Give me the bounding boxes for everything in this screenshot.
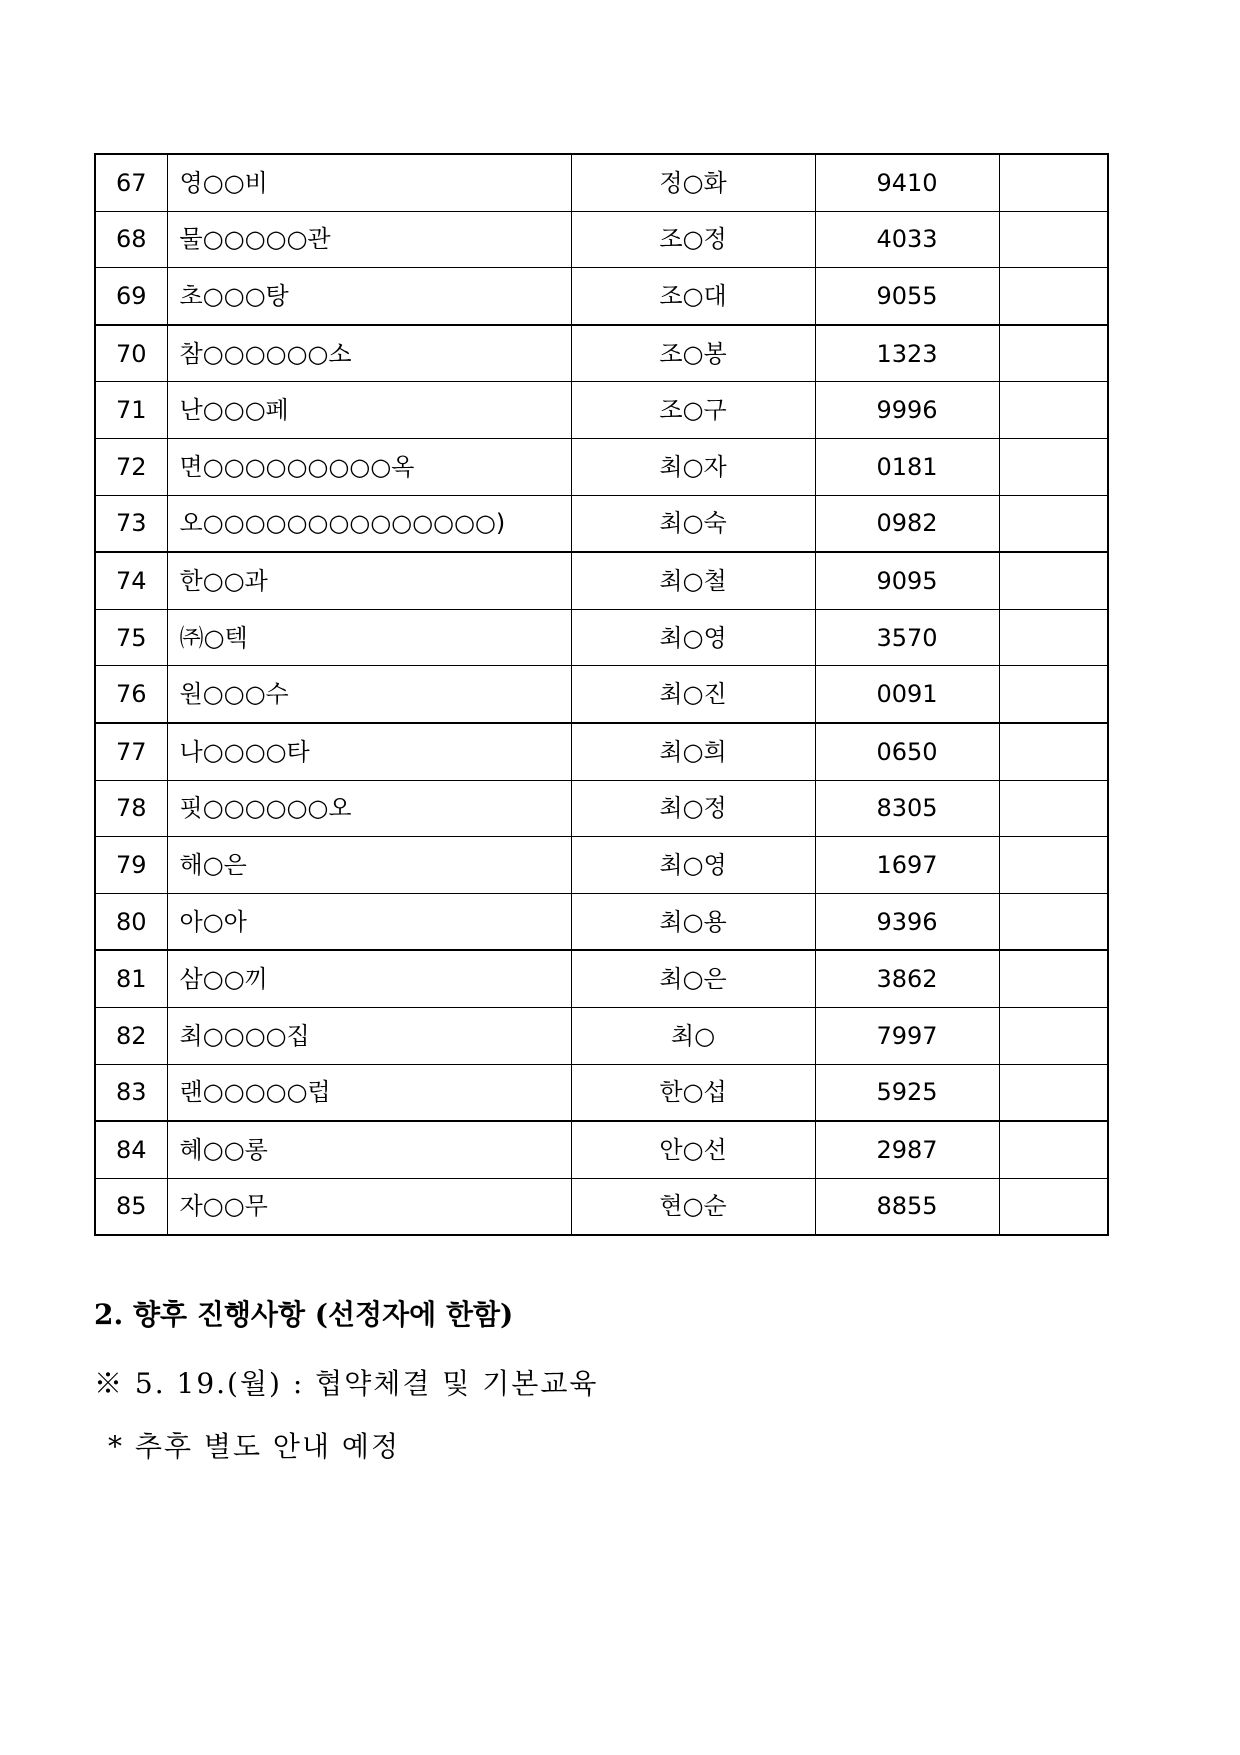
row-number: 76 — [95, 666, 167, 723]
table-row — [95, 211, 1108, 268]
representative-name: 조○대 — [571, 268, 815, 325]
remarks-cell — [999, 211, 1108, 268]
section-heading: 2. 향후 진행사항 (선정자에 한함) — [94, 1298, 514, 1331]
remarks-cell — [999, 325, 1108, 382]
remarks-cell — [999, 780, 1108, 837]
business-name: 오○○○○○○○○○○○○○○) — [167, 495, 571, 552]
remarks-cell — [999, 154, 1108, 211]
table-row — [95, 438, 1108, 495]
row-number: 74 — [95, 552, 167, 609]
representative-name: 최○영 — [571, 837, 815, 894]
representative-name: 최○자 — [571, 438, 815, 495]
row-number: 73 — [95, 495, 167, 552]
business-name: 초○○○탕 — [167, 268, 571, 325]
representative-name: 최○희 — [571, 723, 815, 780]
business-name: 핏○○○○○○오 — [167, 780, 571, 837]
registration-number: 0982 — [815, 495, 999, 552]
business-name: 영○○비 — [167, 154, 571, 211]
registration-number: 1697 — [815, 837, 999, 894]
business-name: 혜○○롱 — [167, 1121, 571, 1178]
remarks-cell — [999, 837, 1108, 894]
remarks-cell — [999, 1121, 1108, 1178]
row-number: 71 — [95, 382, 167, 439]
registration-number: 0091 — [815, 666, 999, 723]
row-number: 82 — [95, 1007, 167, 1064]
row-number: 84 — [95, 1121, 167, 1178]
registration-number: 9996 — [815, 382, 999, 439]
remarks-cell — [999, 950, 1108, 1007]
representative-name: 최○영 — [571, 609, 815, 666]
representative-name: 조○구 — [571, 382, 815, 439]
table-row — [95, 1007, 1108, 1064]
representative-name: 현○순 — [571, 1178, 815, 1235]
registration-number: 8855 — [815, 1178, 999, 1235]
business-name: 랜○○○○○럽 — [167, 1064, 571, 1121]
registration-number: 7997 — [815, 1007, 999, 1064]
remarks-cell — [999, 1007, 1108, 1064]
table-row — [95, 268, 1108, 325]
row-number: 75 — [95, 609, 167, 666]
table-row — [95, 780, 1108, 837]
registration-number: 0181 — [815, 438, 999, 495]
table-row — [95, 893, 1108, 950]
row-number: 83 — [95, 1064, 167, 1121]
table-row — [95, 723, 1108, 780]
representative-name: 정○화 — [571, 154, 815, 211]
representative-name: 최○은 — [571, 950, 815, 1007]
row-number: 70 — [95, 325, 167, 382]
registration-number: 8305 — [815, 780, 999, 837]
business-name: 나○○○○타 — [167, 723, 571, 780]
table-row — [95, 1121, 1108, 1178]
registration-number: 9095 — [815, 552, 999, 609]
table-row — [95, 382, 1108, 439]
representative-name: 최○ — [571, 1007, 815, 1064]
table-row — [95, 495, 1108, 552]
registration-number: 9055 — [815, 268, 999, 325]
row-number: 77 — [95, 723, 167, 780]
representative-name: 최○정 — [571, 780, 815, 837]
row-number: 68 — [95, 211, 167, 268]
row-number: 67 — [95, 154, 167, 211]
row-number: 80 — [95, 893, 167, 950]
representative-name: 한○섭 — [571, 1064, 815, 1121]
representative-name: 최○용 — [571, 893, 815, 950]
representative-name: 최○숙 — [571, 495, 815, 552]
row-number: 79 — [95, 837, 167, 894]
row-number: 85 — [95, 1178, 167, 1235]
representative-name: 조○봉 — [571, 325, 815, 382]
schedule-note: ※ 5. 19.(월) : 협약체결 및 기본교육 — [94, 1367, 599, 1400]
table-row — [95, 1064, 1108, 1121]
representative-name: 최○진 — [571, 666, 815, 723]
business-name: 삼○○끼 — [167, 950, 571, 1007]
remarks-cell — [999, 495, 1108, 552]
registration-number: 3862 — [815, 950, 999, 1007]
registration-number: 5925 — [815, 1064, 999, 1121]
remarks-cell — [999, 1064, 1108, 1121]
table-row — [95, 837, 1108, 894]
row-number: 69 — [95, 268, 167, 325]
business-name: 한○○과 — [167, 552, 571, 609]
business-name: 최○○○○집 — [167, 1007, 571, 1064]
business-name: 원○○○수 — [167, 666, 571, 723]
business-name: 해○은 — [167, 837, 571, 894]
remarks-cell — [999, 893, 1108, 950]
business-name: ㈜○텍 — [167, 609, 571, 666]
remarks-cell — [999, 268, 1108, 325]
representative-name: 조○정 — [571, 211, 815, 268]
representative-name: 최○철 — [571, 552, 815, 609]
follow-up-note: * 추후 별도 안내 예정 — [108, 1430, 400, 1463]
row-number: 78 — [95, 780, 167, 837]
business-name: 면○○○○○○○○○옥 — [167, 438, 571, 495]
remarks-cell — [999, 438, 1108, 495]
table-row — [95, 950, 1108, 1007]
table-row — [95, 609, 1108, 666]
registration-number: 9396 — [815, 893, 999, 950]
business-name: 자○○무 — [167, 1178, 571, 1235]
table-row — [95, 154, 1108, 211]
table-row — [95, 552, 1108, 609]
registration-number: 1323 — [815, 325, 999, 382]
registration-number: 2987 — [815, 1121, 999, 1178]
remarks-cell — [999, 382, 1108, 439]
row-number: 72 — [95, 438, 167, 495]
remarks-cell — [999, 609, 1108, 666]
row-number: 81 — [95, 950, 167, 1007]
selection-results-table — [94, 153, 1107, 1236]
business-name: 참○○○○○○소 — [167, 325, 571, 382]
business-name: 난○○○페 — [167, 382, 571, 439]
representative-name: 안○선 — [571, 1121, 815, 1178]
business-name: 물○○○○○관 — [167, 211, 571, 268]
table-row — [95, 1178, 1108, 1235]
remarks-cell — [999, 723, 1108, 780]
table-row — [95, 325, 1108, 382]
remarks-cell — [999, 666, 1108, 723]
remarks-cell — [999, 1178, 1108, 1235]
remarks-cell — [999, 552, 1108, 609]
registration-number: 0650 — [815, 723, 999, 780]
registration-number: 4033 — [815, 211, 999, 268]
business-name: 아○아 — [167, 893, 571, 950]
registration-number: 3570 — [815, 609, 999, 666]
results-table — [94, 153, 1109, 1236]
table-row — [95, 666, 1108, 723]
registration-number: 9410 — [815, 154, 999, 211]
